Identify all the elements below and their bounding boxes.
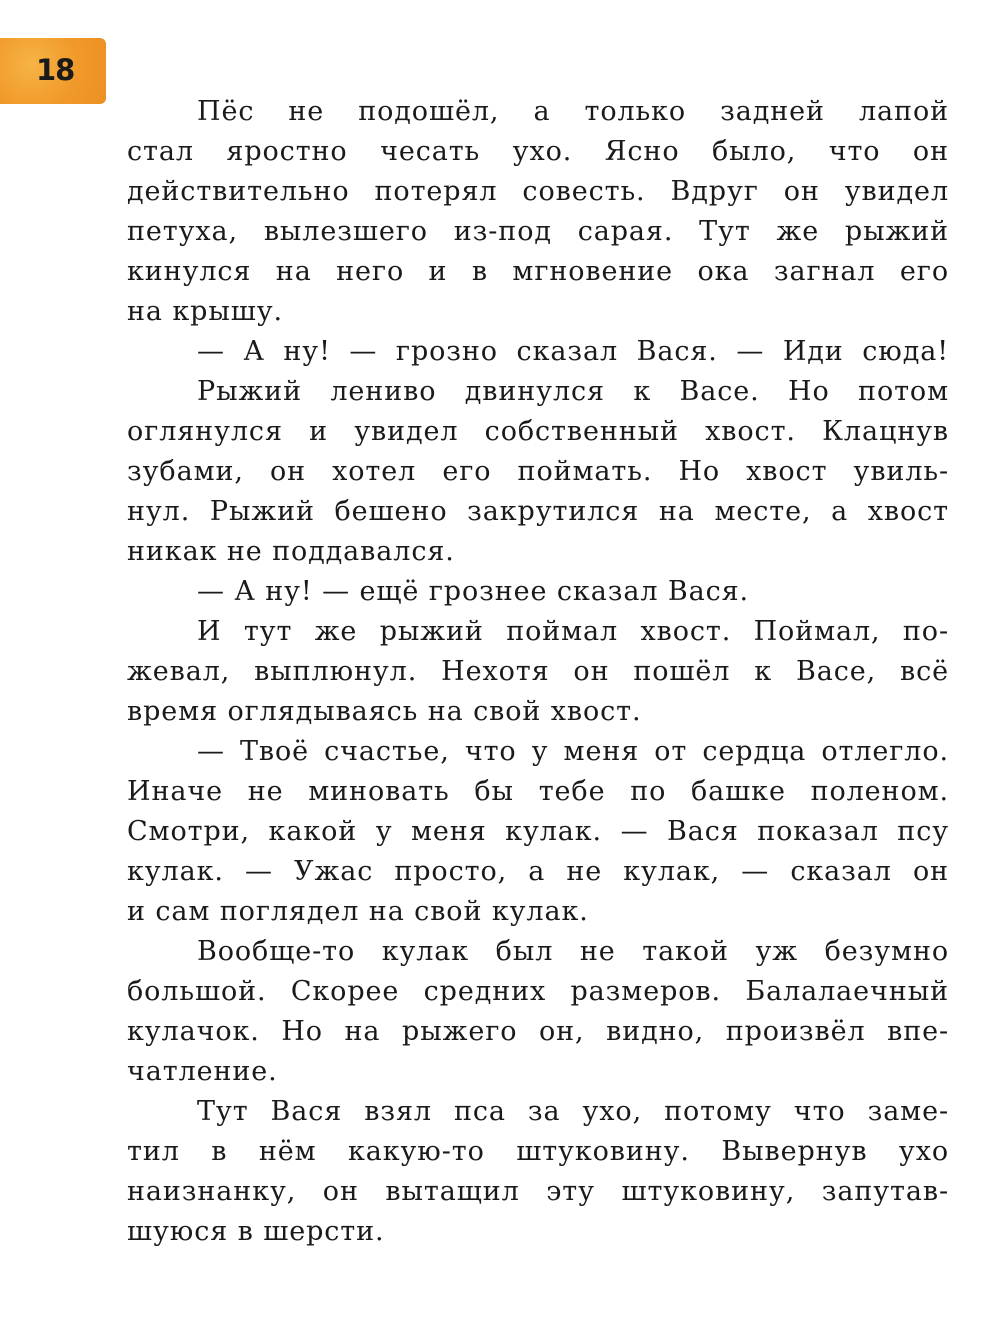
text-line: Смотри, какой у меня кулак. — Вася показал псу — [127, 816, 949, 847]
text-line: — Твоё счастье, что у меня от сердца отлегло. — [197, 736, 949, 767]
text-line: действительно потерял совесть. Вдруг он увидел — [127, 176, 949, 207]
page-number: 18 — [36, 53, 75, 87]
text-line: жевал, выплюнул. Нехотя он пошёл к Васе, всё — [127, 656, 949, 687]
text-line: И тут же рыжий поймал хвост. Поймал, по- — [197, 616, 949, 647]
page-number-tab — [0, 38, 106, 104]
text-line: большой. Скорее средних размеров. Балалаечный — [127, 976, 949, 1007]
text-line: шуюся в шерсти. — [127, 1216, 385, 1247]
text-line: чатление. — [127, 1056, 278, 1087]
text-line: никак не поддавался. — [127, 536, 455, 567]
text-line: Рыжий лениво двинулся к Васе. Но потом — [197, 376, 949, 407]
text-line: Тут Вася взял пса за ухо, потому что заме- — [197, 1096, 949, 1127]
text-line: Вообще-то кулак был не такой уж безумно — [197, 936, 949, 967]
text-line: кулак. — Ужас просто, а не кулак, — сказал он — [127, 856, 949, 887]
text-line: и сам поглядел на свой кулак. — [127, 896, 589, 927]
text-line: кинулся на него и в мгновение ока загнал его — [127, 256, 949, 287]
text-line: время оглядываясь на свой хвост. — [127, 696, 642, 727]
text-line: кулачок. Но на рыжего он, видно, произвёл впе- — [127, 1016, 949, 1047]
text-line: стал яростно чесать ухо. Ясно было, что он — [127, 136, 949, 167]
story-text — [127, 92, 949, 1252]
text-line: зубами, он хотел его поймать. Но хвост увиль- — [127, 456, 949, 487]
text-line: — А ну! — ещё грознее сказал Вася. — [197, 576, 750, 607]
text-line: петуха, вылезшего из-под сарая. Тут же рыжий — [127, 216, 949, 247]
text-line: нул. Рыжий бешено закрутился на месте, а хвост — [127, 496, 949, 527]
text-line: — А ну! — грозно сказал Вася. — Иди сюда! — [197, 336, 949, 367]
text-line: Иначе не миновать бы тебе по башке поленом. — [127, 776, 949, 807]
text-line: Пёс не подошёл, а только задней лапой — [197, 96, 949, 127]
text-line: наизнанку, он вытащил эту штуковину, запутав- — [127, 1176, 949, 1207]
text-line: на крышу. — [127, 296, 283, 327]
text-line: оглянулся и увидел собственный хвост. Клацнув — [127, 416, 949, 447]
text-line: тил в нём какую-то штуковину. Вывернув ухо — [127, 1136, 949, 1167]
